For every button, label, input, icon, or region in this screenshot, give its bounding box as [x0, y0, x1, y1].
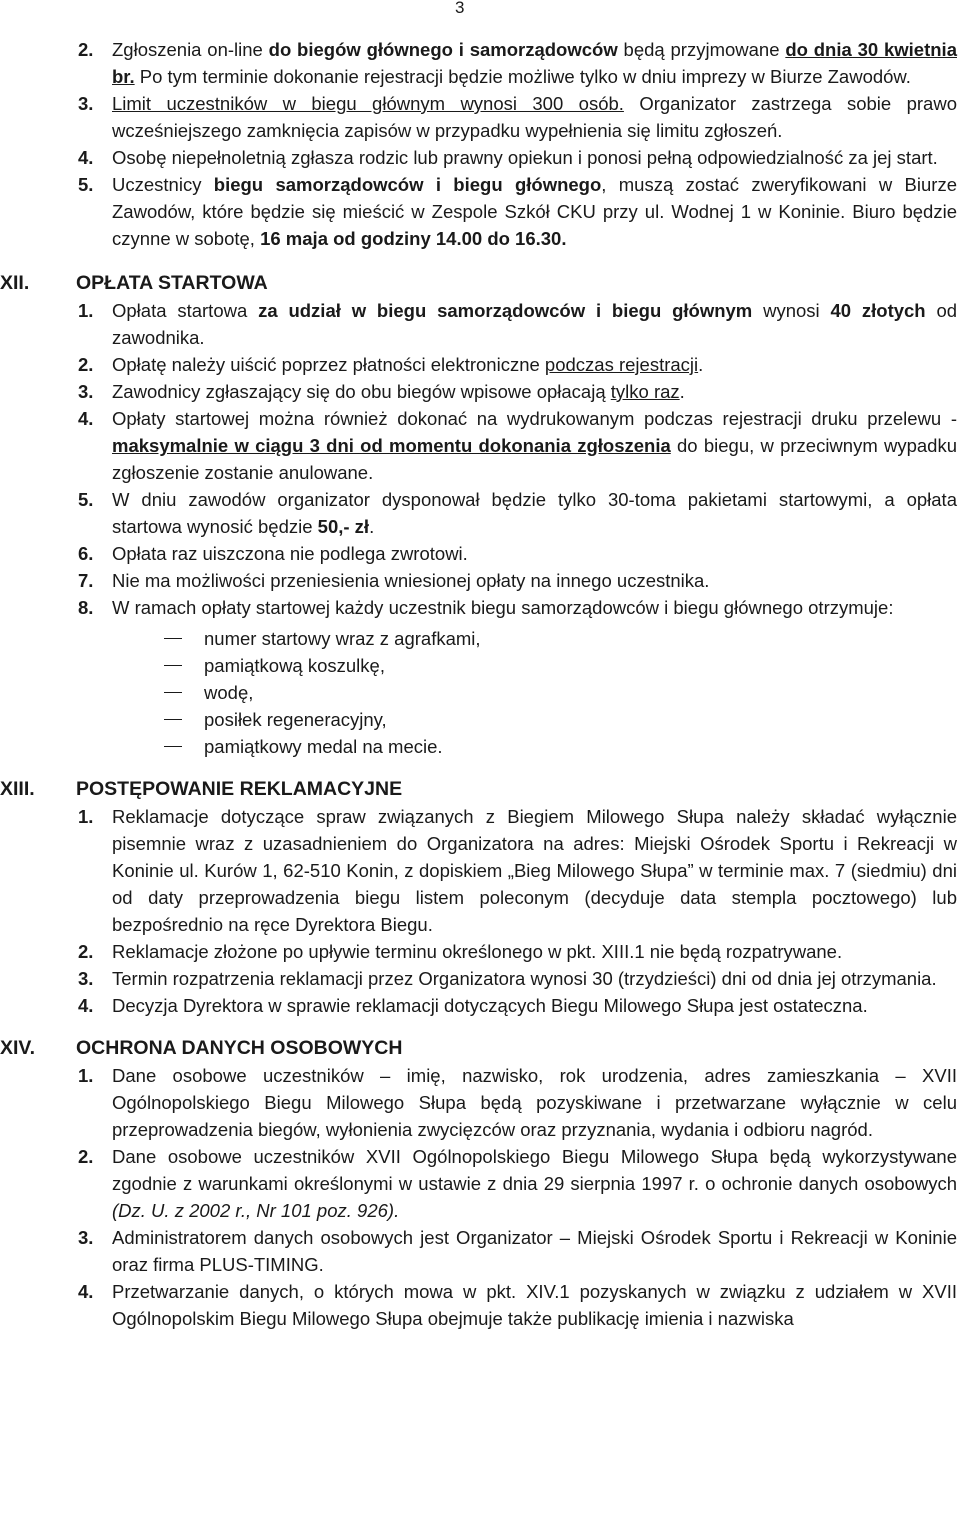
item-number: 4. — [78, 147, 94, 168]
list-item-data-administrator — [0, 1224, 960, 1278]
list-item — [0, 652, 960, 679]
item-number: 3. — [78, 381, 94, 402]
item-bold-text: za udział w biegu samorządowców i biegu głównym — [258, 300, 753, 321]
item-text: Opłata raz uiszczona nie podlega zwrotowi. — [112, 543, 468, 564]
section-title: OCHRONA DANYCH OSOBOWYCH — [76, 1037, 403, 1059]
dash-bullet — [164, 692, 182, 693]
list-item-data-law — [0, 1143, 960, 1224]
item-bold-text: 16 maja od godziny 14.00 do 16.30. — [260, 228, 567, 249]
list-item — [0, 733, 960, 760]
page-number: 3 — [455, 0, 465, 17]
item-text: Zawodnicy zgłaszający się do obu biegów wpisowe opłacają — [112, 381, 611, 402]
list-item-text: numer startowy wraz z agrafkami, — [204, 628, 481, 649]
list-item — [0, 625, 960, 652]
item-text: . — [679, 381, 685, 402]
list-item-text: wodę, — [204, 682, 254, 703]
item-text: . — [698, 354, 704, 375]
section-title: POSTĘPOWANIE REKLAMACYJNE — [76, 778, 403, 800]
item-number: 8. — [78, 597, 94, 618]
item-number: 1. — [78, 1065, 94, 1086]
list-item-registration-deadline — [0, 36, 960, 90]
item-text: Po tym terminie dokonanie rejestracji będzie możliwe tylko w dniu imprezy w Biurze Zawodów. — [134, 66, 911, 87]
item-text: Dane osobowe uczestników XVII Ogólnopolskiego Biegu Milowego Słupa będą wykorzystywane zgodnie z warunkami określonymi w ustawie z dnia 29 sierpnia 1997 r. o ochronie danych osobowych — [112, 1146, 957, 1194]
item-underlined-text: Limit uczestników w biegu głównym wynosi 300 osób. — [112, 93, 624, 114]
dash-bullet — [164, 638, 182, 639]
item-text: . — [369, 516, 375, 537]
package-contents-list — [0, 625, 960, 760]
item-text: Uczestnicy — [112, 174, 214, 195]
list-item-minors — [0, 144, 960, 171]
item-number: 2. — [78, 39, 94, 60]
item-text: Opłata startowa — [112, 300, 259, 321]
item-number: 2. — [78, 941, 94, 962]
item-text: Termin rozpatrzenia reklamacji przez Organizatora wynosi 30 (trzydzieści) dni od dnia jej otrzymania. — [112, 968, 937, 989]
item-text: W ramach opłaty startowej każdy uczestnik biegu samorządowców i biegu głównego otrzymuje: — [112, 597, 894, 618]
section-heading-complaints — [0, 776, 960, 803]
list-item-transfer — [0, 405, 960, 486]
list-item-fee-amount — [0, 297, 960, 351]
item-number: 4. — [78, 408, 94, 429]
item-number: 2. — [78, 1146, 94, 1167]
dash-bullet — [164, 719, 182, 720]
list-item-payment-method — [0, 351, 960, 378]
dash-bullet — [164, 665, 182, 666]
list-item-data-publication — [0, 1278, 960, 1332]
list-item-verification — [0, 171, 960, 252]
list-item-complaint-submission — [0, 803, 960, 938]
item-bold-text: 50,- zł — [317, 516, 370, 537]
item-text: będą przyjmowane — [617, 39, 786, 60]
list-item-complaint-deadline — [0, 965, 960, 992]
item-text: Dane osobowe uczestników – imię, nazwisko, rok urodzenia, adres zamieszkania – XVII Ogólnopolskiego Biegu Milowego Słupa będą pozyskiwane i przetwarzane wyłącznie w celu przeprowadzenia biegów, wyłonienia zwycięzców oraz przyznania, wydania i odbioru nagród. — [112, 1065, 957, 1140]
item-bold-text: 40 złotych — [830, 300, 926, 321]
section-heading-fee — [0, 270, 960, 297]
list-item-single-payment — [0, 378, 960, 405]
item-text: Decyzja Dyrektora w sprawie reklamacji dotyczących Biegu Milowego Słupa jest ostateczna. — [112, 995, 868, 1016]
item-number: 3. — [78, 93, 94, 114]
item-bold-text: biegu samorządowców i biegu głównego — [213, 174, 602, 195]
item-number: 1. — [78, 300, 94, 321]
item-number: 4. — [78, 1281, 94, 1302]
item-number: 7. — [78, 570, 94, 591]
item-underlined-text: do dnia 30 kwietnia br. — [112, 39, 957, 87]
item-number: 1. — [78, 806, 94, 827]
section-number: XIV. — [0, 1037, 36, 1059]
section-number: XII. — [0, 272, 30, 294]
item-text: Nie ma możliwości przeniesienia wniesionej opłaty na innego uczestnika. — [112, 570, 710, 591]
item-text: Organizator zastrzega sobie prawo wcześniejszego zamknięcia zapisów w przypadku wypełnienia się limitu zgłoszeń. — [112, 93, 957, 141]
item-number: 5. — [78, 489, 94, 510]
list-item-non-transferable — [0, 567, 960, 594]
section-title: OPŁATA STARTOWA — [76, 272, 268, 294]
list-item-participant-limit — [0, 90, 960, 144]
list-item-package — [0, 594, 960, 621]
item-text: Opłatę należy uiścić poprzez płatności elektroniczne — [112, 354, 545, 375]
item-text: Reklamacje dotyczące spraw związanych z Biegiem Milowego Słupa należy składać wyłącznie pisemnie wraz z uzasadnieniem do Organizatora na adres: Miejski Ośrodek Sportu i Rekreacji w Koninie ul. Kurów 1, 62-510 Konin, z dopiskiem „Bieg Milowego Słupa” w terminie max. 7 (siedmiu) dni od daty przeprowadzenia biegu listem poleconym (decyduje data stempla pocztowego) lub bezpośrednio na ręce Dyrektora Biegu. — [112, 806, 957, 935]
item-text: Zgłoszenia on-line — [112, 39, 269, 60]
list-item-event-day-fee — [0, 486, 960, 540]
item-italic-text: (Dz. U. z 2002 r., Nr 101 poz. 926). — [112, 1200, 400, 1221]
list-item-data-purpose — [0, 1062, 960, 1143]
list-item-non-refundable — [0, 540, 960, 567]
item-text: od zawodnika. — [112, 300, 958, 348]
section-heading-data-protection — [0, 1035, 960, 1062]
item-underlined-text: tylko raz — [610, 381, 680, 402]
document-page — [0, 36, 960, 1332]
item-text: , muszą zostać zweryfikowani w Biurze Zawodów, które będzie się mieścić w Zespole Szkół CKU przy ul. Wodnej 1 w Koninie. Biuro będzie czynne w sobotę, — [112, 174, 957, 249]
section-number: XIII. — [0, 778, 35, 800]
item-text: do biegu, w przeciwnym wypadku zgłoszenie zostanie anulowane. — [112, 435, 957, 483]
item-number: 6. — [78, 543, 94, 564]
item-text: Osobę niepełnoletnią zgłasza rodzic lub prawny opiekun i ponosi pełną odpowiedzialność za jej start. — [112, 147, 938, 168]
item-underlined-text: podczas rejestracji — [544, 354, 699, 375]
dash-bullet — [164, 746, 182, 747]
list-item — [0, 679, 960, 706]
item-number: 4. — [78, 995, 94, 1016]
item-underlined-text: maksymalnie w ciągu 3 dni od momentu dokonania zgłoszenia — [112, 435, 671, 456]
item-text: Reklamacje złożone po upływie terminu określonego w pkt. XIII.1 nie będą rozpatrywane. — [112, 941, 843, 962]
item-text: Przetwarzanie danych, o których mowa w pkt. XIV.1 pozyskanych w związku z udziałem w XVII Ogólnopolskim Biegu Milowego Słupa obejmuje także publikację imienia i nazwiska — [112, 1281, 957, 1329]
list-item-final-decision — [0, 992, 960, 1019]
item-number: 3. — [78, 968, 94, 989]
item-number: 3. — [78, 1227, 94, 1248]
item-bold-text: do biegów głównego i samorządowców — [268, 39, 618, 60]
list-item-text: pamiątkową koszulkę, — [204, 655, 385, 676]
item-text: Administratorem danych osobowych jest Organizator – Miejski Ośrodek Sportu i Rekreacji w Koninie oraz firma PLUS-TIMING. — [112, 1227, 957, 1275]
item-text: W dniu zawodów organizator dysponował będzie tylko 30-toma pakietami startowymi, a opłata startowa wynosić będzie — [112, 489, 957, 537]
item-number: 5. — [78, 174, 94, 195]
item-text: wynosi — [752, 300, 831, 321]
list-item-late-complaints — [0, 938, 960, 965]
item-number: 2. — [78, 354, 94, 375]
list-item — [0, 706, 960, 733]
list-item-text: posiłek regeneracyjny, — [204, 709, 387, 730]
item-text: Opłaty startowej można również dokonać na wydrukowanym podczas rejestracji druku przelewu - — [112, 408, 957, 429]
list-item-text: pamiątkowy medal na mecie. — [204, 736, 443, 757]
